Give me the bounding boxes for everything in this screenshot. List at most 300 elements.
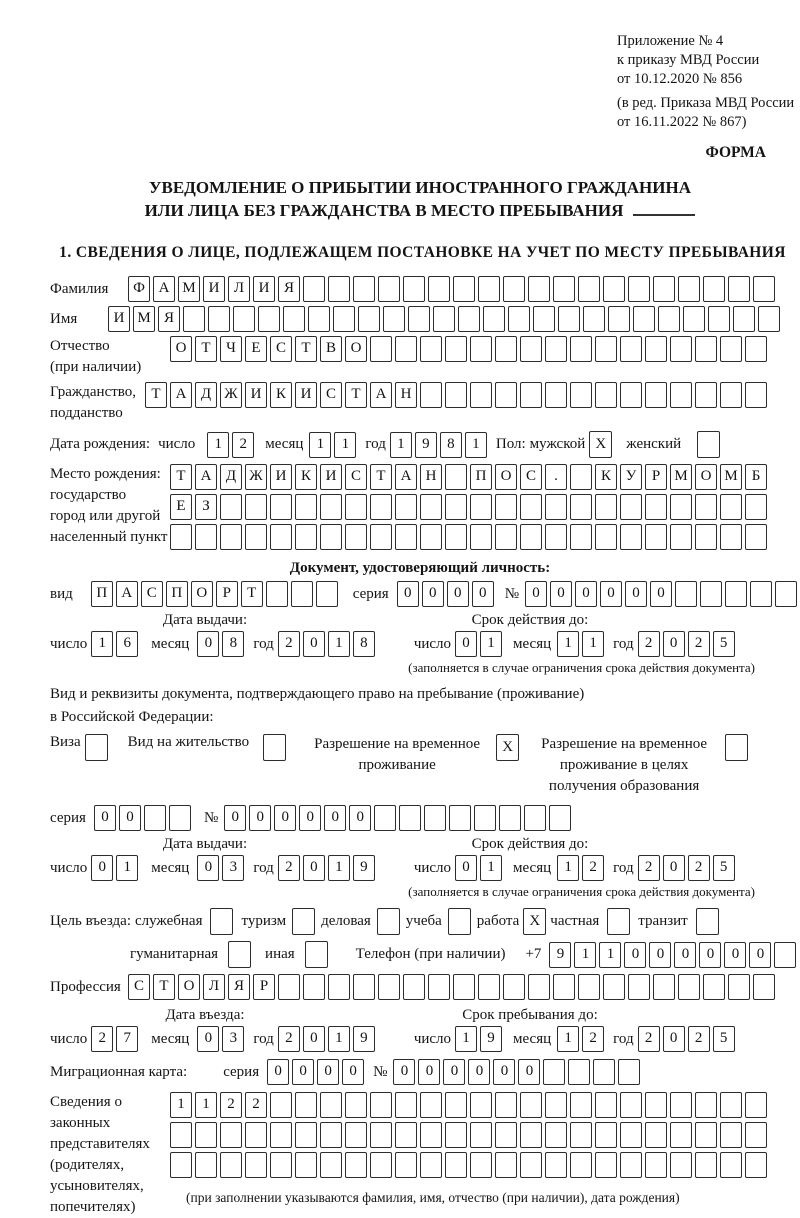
char-box[interactable]: А [116, 581, 138, 607]
char-box[interactable]: К [295, 464, 317, 490]
char-box[interactable] [658, 306, 680, 332]
char-box[interactable] [695, 382, 717, 408]
char-box[interactable] [220, 1122, 242, 1148]
char-box[interactable] [374, 805, 396, 831]
char-box[interactable]: С [520, 464, 542, 490]
char-box[interactable]: 0 [324, 805, 346, 831]
char-box[interactable]: 9 [353, 855, 375, 881]
char-box[interactable]: 1 [170, 1092, 192, 1118]
char-box[interactable]: 5 [713, 631, 735, 657]
char-box[interactable]: Л [228, 276, 250, 302]
char-box[interactable]: О [495, 464, 517, 490]
char-box[interactable] [495, 494, 517, 520]
char-box[interactable] [653, 974, 675, 1000]
char-box[interactable] [433, 306, 455, 332]
char-box[interactable] [316, 581, 338, 607]
char-box[interactable]: Д [220, 464, 242, 490]
checkbox-visa[interactable] [85, 734, 108, 761]
char-box[interactable]: П [470, 464, 492, 490]
char-box[interactable] [358, 306, 380, 332]
char-box[interactable]: С [270, 336, 292, 362]
char-box[interactable] [483, 306, 505, 332]
char-box[interactable] [370, 1122, 392, 1148]
char-box[interactable] [278, 974, 300, 1000]
char-box[interactable] [670, 1152, 692, 1178]
char-box[interactable] [520, 336, 542, 362]
char-box[interactable] [620, 1122, 642, 1148]
char-box[interactable] [570, 336, 592, 362]
char-box[interactable] [420, 1092, 442, 1118]
char-box[interactable] [620, 1092, 642, 1118]
char-box[interactable] [578, 276, 600, 302]
char-box[interactable]: 1 [390, 432, 412, 458]
char-box[interactable]: 0 [274, 805, 296, 831]
char-box[interactable]: Е [170, 494, 192, 520]
char-box[interactable] [208, 306, 230, 332]
char-box[interactable]: 1 [207, 432, 229, 458]
char-box[interactable] [595, 382, 617, 408]
char-box[interactable] [395, 524, 417, 550]
char-box[interactable] [578, 974, 600, 1000]
char-box[interactable] [245, 1122, 267, 1148]
char-box[interactable]: 2 [688, 1026, 710, 1052]
char-box[interactable] [670, 336, 692, 362]
char-box[interactable] [775, 581, 797, 607]
char-box[interactable] [595, 336, 617, 362]
char-box[interactable]: 1 [582, 631, 604, 657]
char-box[interactable]: 0 [447, 581, 469, 607]
char-box[interactable] [720, 336, 742, 362]
char-box[interactable] [478, 974, 500, 1000]
char-box[interactable]: Н [420, 464, 442, 490]
char-box[interactable]: П [166, 581, 188, 607]
char-box[interactable]: О [695, 464, 717, 490]
char-box[interactable]: 5 [713, 1026, 735, 1052]
char-box[interactable]: 3 [222, 855, 244, 881]
char-box[interactable] [353, 974, 375, 1000]
char-box[interactable] [520, 1122, 542, 1148]
char-box[interactable]: 0 [455, 631, 477, 657]
char-box[interactable] [220, 524, 242, 550]
char-box[interactable]: Я [228, 974, 250, 1000]
char-box[interactable] [528, 276, 550, 302]
char-box[interactable] [675, 581, 697, 607]
char-box[interactable] [695, 494, 717, 520]
char-box[interactable] [345, 1122, 367, 1148]
char-box[interactable] [503, 276, 525, 302]
char-box[interactable]: 0 [518, 1059, 540, 1085]
char-box[interactable] [720, 382, 742, 408]
char-box[interactable] [745, 1122, 767, 1148]
char-box[interactable] [720, 1092, 742, 1118]
char-box[interactable] [470, 1092, 492, 1118]
char-box[interactable] [420, 1122, 442, 1148]
char-box[interactable] [720, 494, 742, 520]
char-box[interactable] [445, 1092, 467, 1118]
char-box[interactable]: 0 [292, 1059, 314, 1085]
char-box[interactable] [474, 805, 496, 831]
char-box[interactable] [695, 1092, 717, 1118]
char-box[interactable] [543, 1059, 565, 1085]
char-box[interactable]: М [133, 306, 155, 332]
char-box[interactable]: И [270, 464, 292, 490]
char-box[interactable]: 1 [328, 1026, 350, 1052]
char-box[interactable]: 0 [91, 855, 113, 881]
char-box[interactable] [595, 494, 617, 520]
checkbox-study[interactable] [448, 908, 471, 935]
char-box[interactable]: 0 [197, 631, 219, 657]
char-box[interactable] [495, 382, 517, 408]
char-box[interactable]: И [203, 276, 225, 302]
char-box[interactable] [570, 1122, 592, 1148]
char-box[interactable] [345, 1092, 367, 1118]
char-box[interactable]: Ж [245, 464, 267, 490]
char-box[interactable] [645, 336, 667, 362]
char-box[interactable]: 2 [688, 631, 710, 657]
char-box[interactable]: 7 [116, 1026, 138, 1052]
char-box[interactable] [195, 1152, 217, 1178]
char-box[interactable]: Р [645, 464, 667, 490]
char-box[interactable] [774, 942, 796, 968]
char-box[interactable]: 9 [549, 942, 571, 968]
char-box[interactable] [428, 974, 450, 1000]
char-box[interactable]: 6 [116, 631, 138, 657]
char-box[interactable] [428, 276, 450, 302]
char-box[interactable] [395, 336, 417, 362]
char-box[interactable]: М [178, 276, 200, 302]
char-box[interactable] [670, 1122, 692, 1148]
char-box[interactable]: О [178, 974, 200, 1000]
char-box[interactable] [595, 524, 617, 550]
char-box[interactable]: А [195, 464, 217, 490]
char-box[interactable] [608, 306, 630, 332]
char-box[interactable] [345, 494, 367, 520]
char-box[interactable] [320, 1152, 342, 1178]
char-box[interactable] [745, 524, 767, 550]
char-box[interactable]: И [108, 306, 130, 332]
char-box[interactable] [458, 306, 480, 332]
char-box[interactable]: 8 [353, 631, 375, 657]
char-box[interactable]: 0 [317, 1059, 339, 1085]
char-box[interactable]: 0 [663, 1026, 685, 1052]
char-box[interactable] [545, 524, 567, 550]
char-box[interactable]: 0 [550, 581, 572, 607]
char-box[interactable]: 0 [600, 581, 622, 607]
checkbox-official[interactable] [210, 908, 233, 935]
char-box[interactable] [703, 276, 725, 302]
char-box[interactable] [645, 382, 667, 408]
char-box[interactable]: Т [241, 581, 263, 607]
char-box[interactable]: 0 [443, 1059, 465, 1085]
char-box[interactable] [728, 974, 750, 1000]
char-box[interactable] [570, 494, 592, 520]
char-box[interactable]: 0 [267, 1059, 289, 1085]
char-box[interactable]: 8 [440, 432, 462, 458]
char-box[interactable] [220, 494, 242, 520]
char-box[interactable] [645, 524, 667, 550]
checkbox-other[interactable] [305, 941, 328, 968]
char-box[interactable] [695, 524, 717, 550]
char-box[interactable]: 5 [713, 855, 735, 881]
char-box[interactable]: 9 [480, 1026, 502, 1052]
char-box[interactable] [295, 494, 317, 520]
char-box[interactable]: Т [145, 382, 167, 408]
char-box[interactable]: 0 [525, 581, 547, 607]
char-box[interactable]: 1 [455, 1026, 477, 1052]
char-box[interactable]: 0 [699, 942, 721, 968]
char-box[interactable]: О [191, 581, 213, 607]
char-box[interactable] [583, 306, 605, 332]
char-box[interactable]: 0 [455, 855, 477, 881]
char-box[interactable] [370, 524, 392, 550]
char-box[interactable] [695, 1152, 717, 1178]
char-box[interactable] [553, 276, 575, 302]
char-box[interactable] [220, 1152, 242, 1178]
char-box[interactable] [370, 494, 392, 520]
char-box[interactable] [449, 805, 471, 831]
char-box[interactable] [745, 1092, 767, 1118]
char-box[interactable]: Я [158, 306, 180, 332]
char-box[interactable] [445, 524, 467, 550]
char-box[interactable]: К [595, 464, 617, 490]
char-box[interactable] [745, 336, 767, 362]
char-box[interactable]: Т [170, 464, 192, 490]
char-box[interactable] [725, 581, 747, 607]
char-box[interactable] [170, 1152, 192, 1178]
char-box[interactable] [570, 464, 592, 490]
char-box[interactable] [568, 1059, 590, 1085]
char-box[interactable]: 0 [674, 942, 696, 968]
char-box[interactable]: 1 [557, 855, 579, 881]
char-box[interactable]: 2 [278, 631, 300, 657]
char-box[interactable] [745, 494, 767, 520]
char-box[interactable] [445, 382, 467, 408]
char-box[interactable]: 0 [575, 581, 597, 607]
char-box[interactable]: 0 [663, 631, 685, 657]
char-box[interactable] [445, 1122, 467, 1148]
char-box[interactable]: 1 [599, 942, 621, 968]
char-box[interactable] [270, 494, 292, 520]
char-box[interactable]: М [670, 464, 692, 490]
char-box[interactable] [170, 1122, 192, 1148]
char-box[interactable]: И [320, 464, 342, 490]
char-box[interactable] [670, 1092, 692, 1118]
char-box[interactable] [295, 1092, 317, 1118]
checkbox-residence-permit[interactable] [263, 734, 286, 761]
char-box[interactable]: Т [153, 974, 175, 1000]
char-box[interactable]: Р [253, 974, 275, 1000]
char-box[interactable]: 0 [624, 942, 646, 968]
char-box[interactable]: 2 [638, 1026, 660, 1052]
char-box[interactable] [170, 524, 192, 550]
char-box[interactable] [245, 1152, 267, 1178]
char-box[interactable]: С [320, 382, 342, 408]
char-box[interactable] [570, 1152, 592, 1178]
char-box[interactable] [628, 974, 650, 1000]
char-box[interactable]: 0 [418, 1059, 440, 1085]
char-box[interactable] [403, 974, 425, 1000]
char-box[interactable] [678, 276, 700, 302]
char-box[interactable]: 2 [278, 855, 300, 881]
char-box[interactable]: В [320, 336, 342, 362]
char-box[interactable]: А [153, 276, 175, 302]
char-box[interactable] [593, 1059, 615, 1085]
char-box[interactable] [533, 306, 555, 332]
char-box[interactable] [503, 974, 525, 1000]
checkbox-tourism[interactable] [292, 908, 315, 935]
char-box[interactable]: 0 [119, 805, 141, 831]
char-box[interactable]: 2 [582, 1026, 604, 1052]
char-box[interactable]: 1 [91, 631, 113, 657]
char-box[interactable] [558, 306, 580, 332]
char-box[interactable] [420, 336, 442, 362]
char-box[interactable] [683, 306, 705, 332]
char-box[interactable] [320, 494, 342, 520]
char-box[interactable] [545, 336, 567, 362]
char-box[interactable] [370, 1152, 392, 1178]
char-box[interactable] [753, 276, 775, 302]
char-box[interactable] [445, 336, 467, 362]
char-box[interactable] [470, 524, 492, 550]
char-box[interactable] [420, 494, 442, 520]
char-box[interactable]: 0 [493, 1059, 515, 1085]
char-box[interactable]: С [141, 581, 163, 607]
char-box[interactable] [270, 1122, 292, 1148]
char-box[interactable]: 1 [328, 631, 350, 657]
char-box[interactable]: И [245, 382, 267, 408]
char-box[interactable] [720, 524, 742, 550]
char-box[interactable]: 0 [303, 631, 325, 657]
char-box[interactable]: 0 [422, 581, 444, 607]
char-box[interactable]: 0 [650, 581, 672, 607]
char-box[interactable] [303, 276, 325, 302]
char-box[interactable] [628, 276, 650, 302]
char-box[interactable] [378, 974, 400, 1000]
char-box[interactable]: 3 [222, 1026, 244, 1052]
char-box[interactable] [320, 1092, 342, 1118]
char-box[interactable]: 0 [625, 581, 647, 607]
char-box[interactable] [370, 336, 392, 362]
char-box[interactable] [453, 974, 475, 1000]
char-box[interactable] [645, 1092, 667, 1118]
char-box[interactable]: О [345, 336, 367, 362]
char-box[interactable] [499, 805, 521, 831]
char-box[interactable] [553, 974, 575, 1000]
char-box[interactable] [678, 974, 700, 1000]
char-box[interactable] [345, 524, 367, 550]
char-box[interactable]: 0 [224, 805, 246, 831]
char-box[interactable] [403, 276, 425, 302]
char-box[interactable] [270, 1152, 292, 1178]
char-box[interactable] [295, 1122, 317, 1148]
char-box[interactable] [520, 1092, 542, 1118]
checkbox-male[interactable]: X [589, 431, 612, 458]
char-box[interactable]: 2 [638, 855, 660, 881]
char-box[interactable]: М [720, 464, 742, 490]
char-box[interactable]: 2 [688, 855, 710, 881]
char-box[interactable] [670, 524, 692, 550]
char-box[interactable]: 0 [197, 855, 219, 881]
char-box[interactable] [291, 581, 313, 607]
char-box[interactable]: 1 [557, 1026, 579, 1052]
char-box[interactable] [183, 306, 205, 332]
char-box[interactable]: 1 [574, 942, 596, 968]
char-box[interactable] [520, 1152, 542, 1178]
char-box[interactable] [169, 805, 191, 831]
char-box[interactable] [420, 524, 442, 550]
char-box[interactable] [470, 494, 492, 520]
char-box[interactable] [233, 306, 255, 332]
char-box[interactable] [570, 524, 592, 550]
char-box[interactable] [720, 1152, 742, 1178]
char-box[interactable]: . [545, 464, 567, 490]
char-box[interactable] [545, 382, 567, 408]
char-box[interactable]: 2 [245, 1092, 267, 1118]
char-box[interactable] [653, 276, 675, 302]
char-box[interactable]: Т [345, 382, 367, 408]
char-box[interactable] [445, 494, 467, 520]
char-box[interactable] [745, 382, 767, 408]
char-box[interactable] [633, 306, 655, 332]
char-box[interactable]: 0 [393, 1059, 415, 1085]
char-box[interactable]: 2 [91, 1026, 113, 1052]
char-box[interactable]: 1 [309, 432, 331, 458]
char-box[interactable] [603, 974, 625, 1000]
char-box[interactable] [383, 306, 405, 332]
char-box[interactable] [420, 1152, 442, 1178]
char-box[interactable] [603, 276, 625, 302]
char-box[interactable] [195, 524, 217, 550]
char-box[interactable]: 1 [328, 855, 350, 881]
char-box[interactable]: 1 [557, 631, 579, 657]
char-box[interactable]: 1 [116, 855, 138, 881]
char-box[interactable]: 1 [480, 631, 502, 657]
char-box[interactable] [595, 1122, 617, 1148]
char-box[interactable]: С [345, 464, 367, 490]
char-box[interactable]: Ф [128, 276, 150, 302]
char-box[interactable]: 1 [334, 432, 356, 458]
char-box[interactable] [620, 524, 642, 550]
char-box[interactable] [195, 1122, 217, 1148]
char-box[interactable]: И [295, 382, 317, 408]
char-box[interactable] [750, 581, 772, 607]
char-box[interactable] [545, 1092, 567, 1118]
char-box[interactable] [345, 1152, 367, 1178]
char-box[interactable]: 0 [724, 942, 746, 968]
checkbox-temp-residence-edu[interactable] [725, 734, 748, 761]
char-box[interactable] [545, 494, 567, 520]
char-box[interactable]: З [195, 494, 217, 520]
char-box[interactable] [303, 974, 325, 1000]
char-box[interactable]: 0 [749, 942, 771, 968]
char-box[interactable]: О [170, 336, 192, 362]
char-box[interactable] [258, 306, 280, 332]
char-box[interactable]: Ч [220, 336, 242, 362]
char-box[interactable]: 1 [480, 855, 502, 881]
checkbox-humanitarian[interactable] [228, 941, 251, 968]
char-box[interactable] [758, 306, 780, 332]
char-box[interactable]: 2 [232, 432, 254, 458]
char-box[interactable] [520, 382, 542, 408]
char-box[interactable]: 0 [197, 1026, 219, 1052]
char-box[interactable] [508, 306, 530, 332]
char-box[interactable]: К [270, 382, 292, 408]
char-box[interactable]: 0 [342, 1059, 364, 1085]
char-box[interactable] [470, 1122, 492, 1148]
checkbox-business[interactable] [377, 908, 400, 935]
char-box[interactable]: 0 [349, 805, 371, 831]
char-box[interactable]: С [128, 974, 150, 1000]
